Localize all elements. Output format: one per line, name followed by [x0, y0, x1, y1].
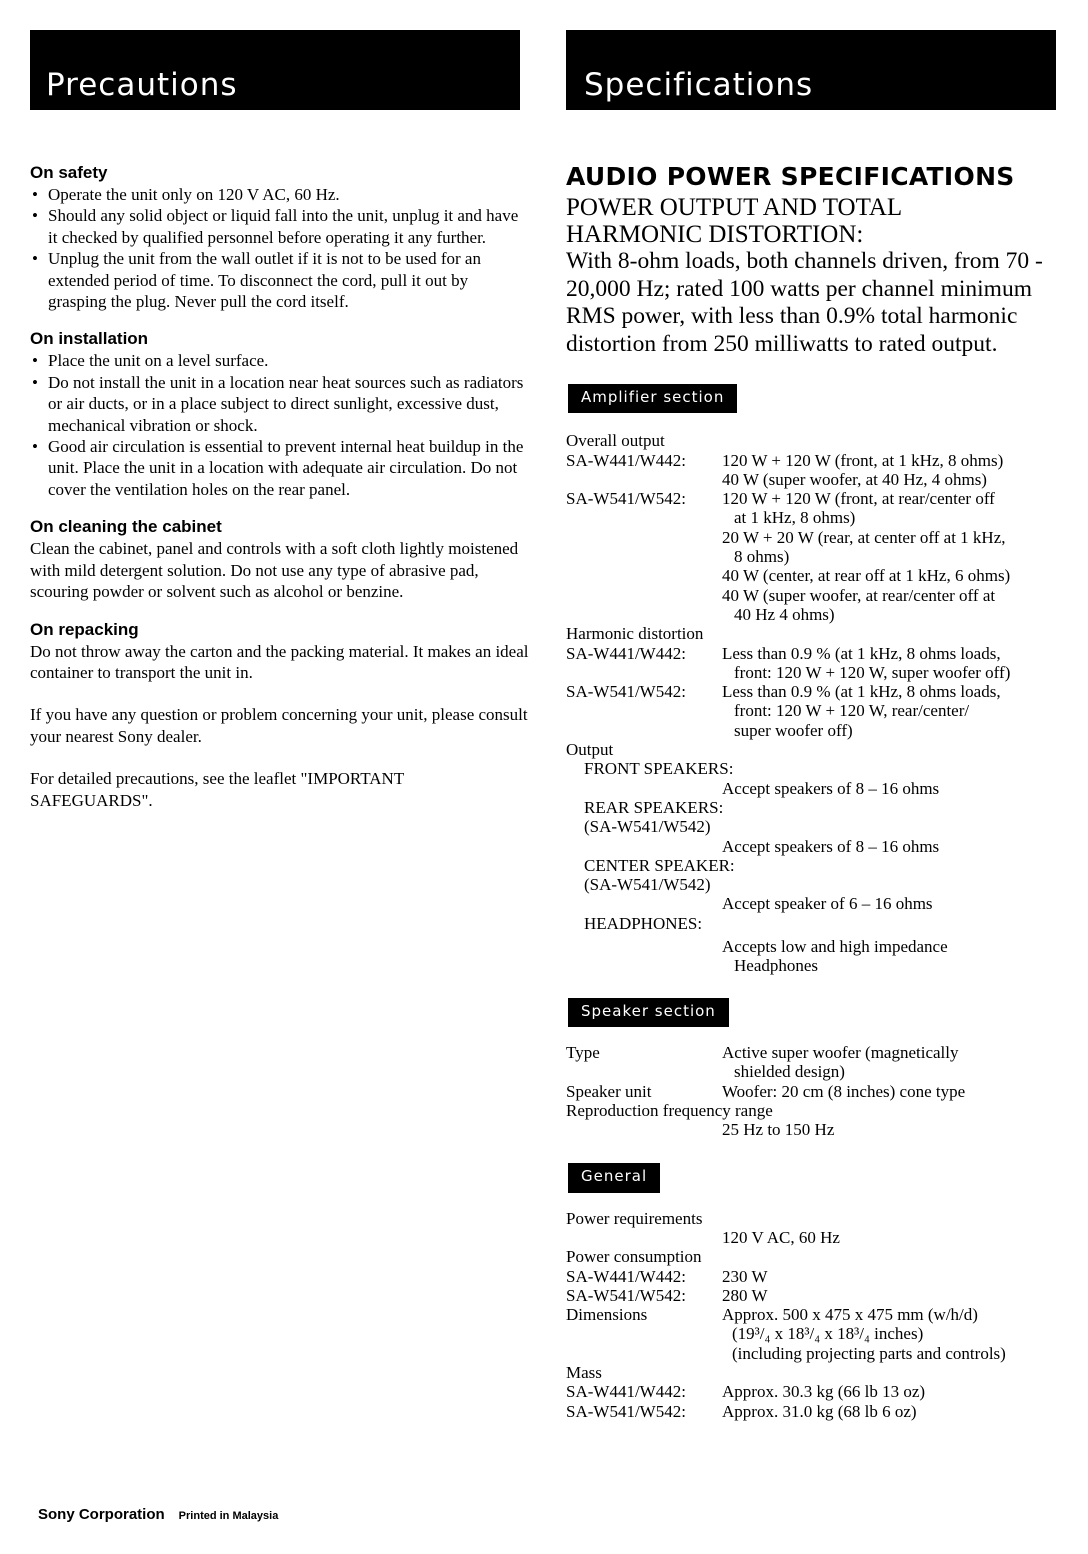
specifications-title: Specifications	[584, 67, 814, 103]
frequency-range-label: Reproduction frequency range	[566, 1100, 773, 1120]
center-model-label: (SA-W541/W542)	[584, 875, 711, 895]
model-label: SA-W541/W542:	[566, 1285, 686, 1305]
power-output-line-1: POWER OUTPUT AND TOTAL	[566, 194, 903, 221]
footer	[38, 1506, 278, 1523]
spec-value: super woofer off)	[734, 720, 853, 740]
front-speakers-label: FRONT SPEAKERS:	[584, 759, 734, 779]
printed-in: Printed in Malaysia	[178, 1510, 279, 1522]
repacking-heading: On repacking	[30, 619, 139, 639]
installation-heading: On installation	[30, 329, 149, 349]
question-text: If you have any question or problem concerning your unit, please consult your nearest Sony dealer.	[30, 705, 528, 746]
cleaning-text: Clean the cabinet, panel and controls with a soft cloth lightly moistened with mild detergent solution. Do not use any type of abrasive pad, scouring powder or solvent such as alcohol or benzine.	[30, 539, 519, 602]
spec-value: front: 120 W + 120 W, super woofer off)	[734, 662, 1011, 682]
spec-value: Accept speakers of 8 – 16 ohms	[722, 836, 940, 856]
power-output-line-2: HARMONIC DISTORTION:	[566, 221, 864, 248]
list-item: • Place the unit on a level surface.	[30, 350, 530, 371]
spec-value: 40 W (center, at rear off at 1 kHz, 6 ohms)	[722, 566, 1011, 586]
spec-value: Headphones	[734, 956, 819, 976]
installation-list	[30, 350, 530, 500]
list-item: • Do not install the unit in a location near heat sources such as radiators or air ducts, or in a place subject to direct sunlight, excessive dust, mechanical vibration or shock.	[30, 372, 530, 436]
center-speaker-label: CENTER SPEAKER:	[584, 855, 735, 875]
mass-label: Mass	[566, 1363, 602, 1383]
rear-model-label: (SA-W541/W542)	[584, 817, 711, 837]
power-output-statement: With 8-ohm loads, both channels driven, from 70 - 20,000 Hz; rated 100 watts per channel minimum RMS power, with less than 0.9% total harmonic distortion from 250 milliwatts to rated output.	[566, 248, 1043, 357]
list-item: • Operate the unit only on 120 V AC, 60 Hz.	[30, 184, 530, 205]
power-output-heading	[566, 194, 1066, 248]
model-label: SA-W441/W442:	[566, 450, 686, 470]
safety-heading: On safety	[30, 163, 108, 182]
spec-value: 40 W (super woofer, at rear/center off at	[722, 585, 996, 605]
general-section-label: General	[568, 1163, 660, 1192]
spec-value: front: 120 W + 120 W, rear/center/	[734, 701, 970, 721]
spec-value: Approx. 500 x 475 x 475 mm (w/h/d)	[722, 1305, 978, 1325]
spec-value: Woofer: 20 cm (8 inches) cone type	[722, 1081, 966, 1101]
precautions-column	[30, 162, 530, 811]
speaker-unit-label: Speaker unit	[566, 1081, 652, 1101]
company-name: Sony Corporation	[38, 1506, 165, 1523]
spec-value: 25 Hz to 150 Hz	[722, 1120, 835, 1140]
model-label: SA-W541/W542:	[566, 682, 686, 702]
spec-value: shielded design)	[734, 1062, 845, 1082]
model-label: SA-W441/W442:	[566, 1266, 686, 1286]
spec-value: Approx. 30.3 kg (66 lb 13 oz)	[722, 1382, 926, 1402]
safety-list	[30, 184, 530, 312]
specifications-banner	[566, 30, 1056, 110]
precautions-title: Precautions	[46, 67, 238, 103]
headphones-label: HEADPHONES:	[584, 913, 703, 933]
spec-value: (including projecting parts and controls)	[732, 1343, 1006, 1363]
spec-value: Active super woofer (magnetically	[722, 1042, 959, 1062]
amplifier-section-label: Amplifier section	[568, 384, 737, 413]
list-item: • Should any solid object or liquid fall into the unit, unplug it and have it checked by qualified personnel before operating it any further.	[30, 205, 530, 248]
spec-value: Accept speaker of 6 – 16 ohms	[722, 894, 933, 914]
cleaning-heading: On cleaning the cabinet	[30, 517, 222, 537]
spec-value: Accepts low and high impedance	[722, 937, 948, 957]
spec-value: Less than 0.9 % (at 1 kHz, 8 ohms loads,	[722, 643, 1001, 663]
spec-value: Accept speakers of 8 – 16 ohms	[722, 778, 940, 798]
model-label: SA-W541/W542:	[566, 1401, 686, 1421]
detailed-precautions-text: For detailed precautions, see the leaflet "IMPORTANT SAFEGUARDS".	[30, 769, 404, 810]
spec-value: 20 W + 20 W (rear, at center off at 1 kHz,	[722, 527, 1006, 547]
spec-value: 120 V AC, 60 Hz	[722, 1227, 840, 1247]
speaker-section-label: Speaker section	[568, 998, 729, 1027]
overall-output-label: Overall output	[566, 431, 665, 451]
model-label: SA-W541/W542:	[566, 489, 686, 509]
general-specs	[566, 1209, 1066, 1421]
model-label: SA-W441/W442:	[566, 643, 686, 663]
repacking-text: Do not throw away the carton and the packing material. It makes an ideal container to transport the unit in.	[30, 641, 529, 682]
model-label: SA-W441/W442:	[566, 1382, 686, 1402]
spec-value: 280 W	[722, 1285, 768, 1305]
spec-value: 40 W (super woofer, at 40 Hz, 4 ohms)	[722, 469, 987, 489]
power-requirements-label: Power requirements	[566, 1208, 703, 1228]
audio-power-heading: AUDIO POWER SPECIFICATIONS	[566, 162, 1015, 191]
spec-value: Less than 0.9 % (at 1 kHz, 8 ohms loads,	[722, 682, 1001, 702]
power-consumption-label: Power consumption	[566, 1247, 702, 1267]
harmonic-distortion-label: Harmonic distortion	[566, 624, 704, 644]
spec-value: 120 W + 120 W (front, at rear/center off	[722, 489, 995, 509]
spec-value: 8 ohms)	[734, 547, 790, 567]
spec-value: Approx. 31.0 kg (68 lb 6 oz)	[722, 1401, 917, 1421]
list-item: • Good air circulation is essential to prevent internal heat buildup in the unit. Place the unit in a location with adequate air circulation. Do not cover the ventilation holes on the rear panel.	[30, 436, 530, 500]
spec-value: 40 Hz 4 ohms)	[734, 604, 835, 624]
output-label: Output	[566, 740, 614, 760]
amplifier-specs	[566, 431, 1066, 975]
spec-value: at 1 kHz, 8 ohms)	[734, 508, 856, 528]
dimensions-label: Dimensions	[566, 1305, 648, 1325]
spec-value: 120 W + 120 W (front, at 1 kHz, 8 ohms)	[722, 450, 1004, 470]
spec-value: (19³/₄ x 18³/₄ x 18³/₄ inches)	[732, 1324, 924, 1344]
rear-speakers-label: REAR SPEAKERS:	[584, 797, 724, 817]
specifications-column	[566, 162, 1066, 1421]
type-label: Type	[566, 1042, 600, 1062]
list-item: • Unplug the unit from the wall outlet if it is not to be used for an extended period of time. To disconnect the cord, pull it out by grasping the plug. Never pull the cord itself.	[30, 248, 530, 312]
precautions-banner	[30, 30, 520, 110]
spec-value: 230 W	[722, 1266, 768, 1286]
speaker-specs	[566, 1043, 1066, 1139]
